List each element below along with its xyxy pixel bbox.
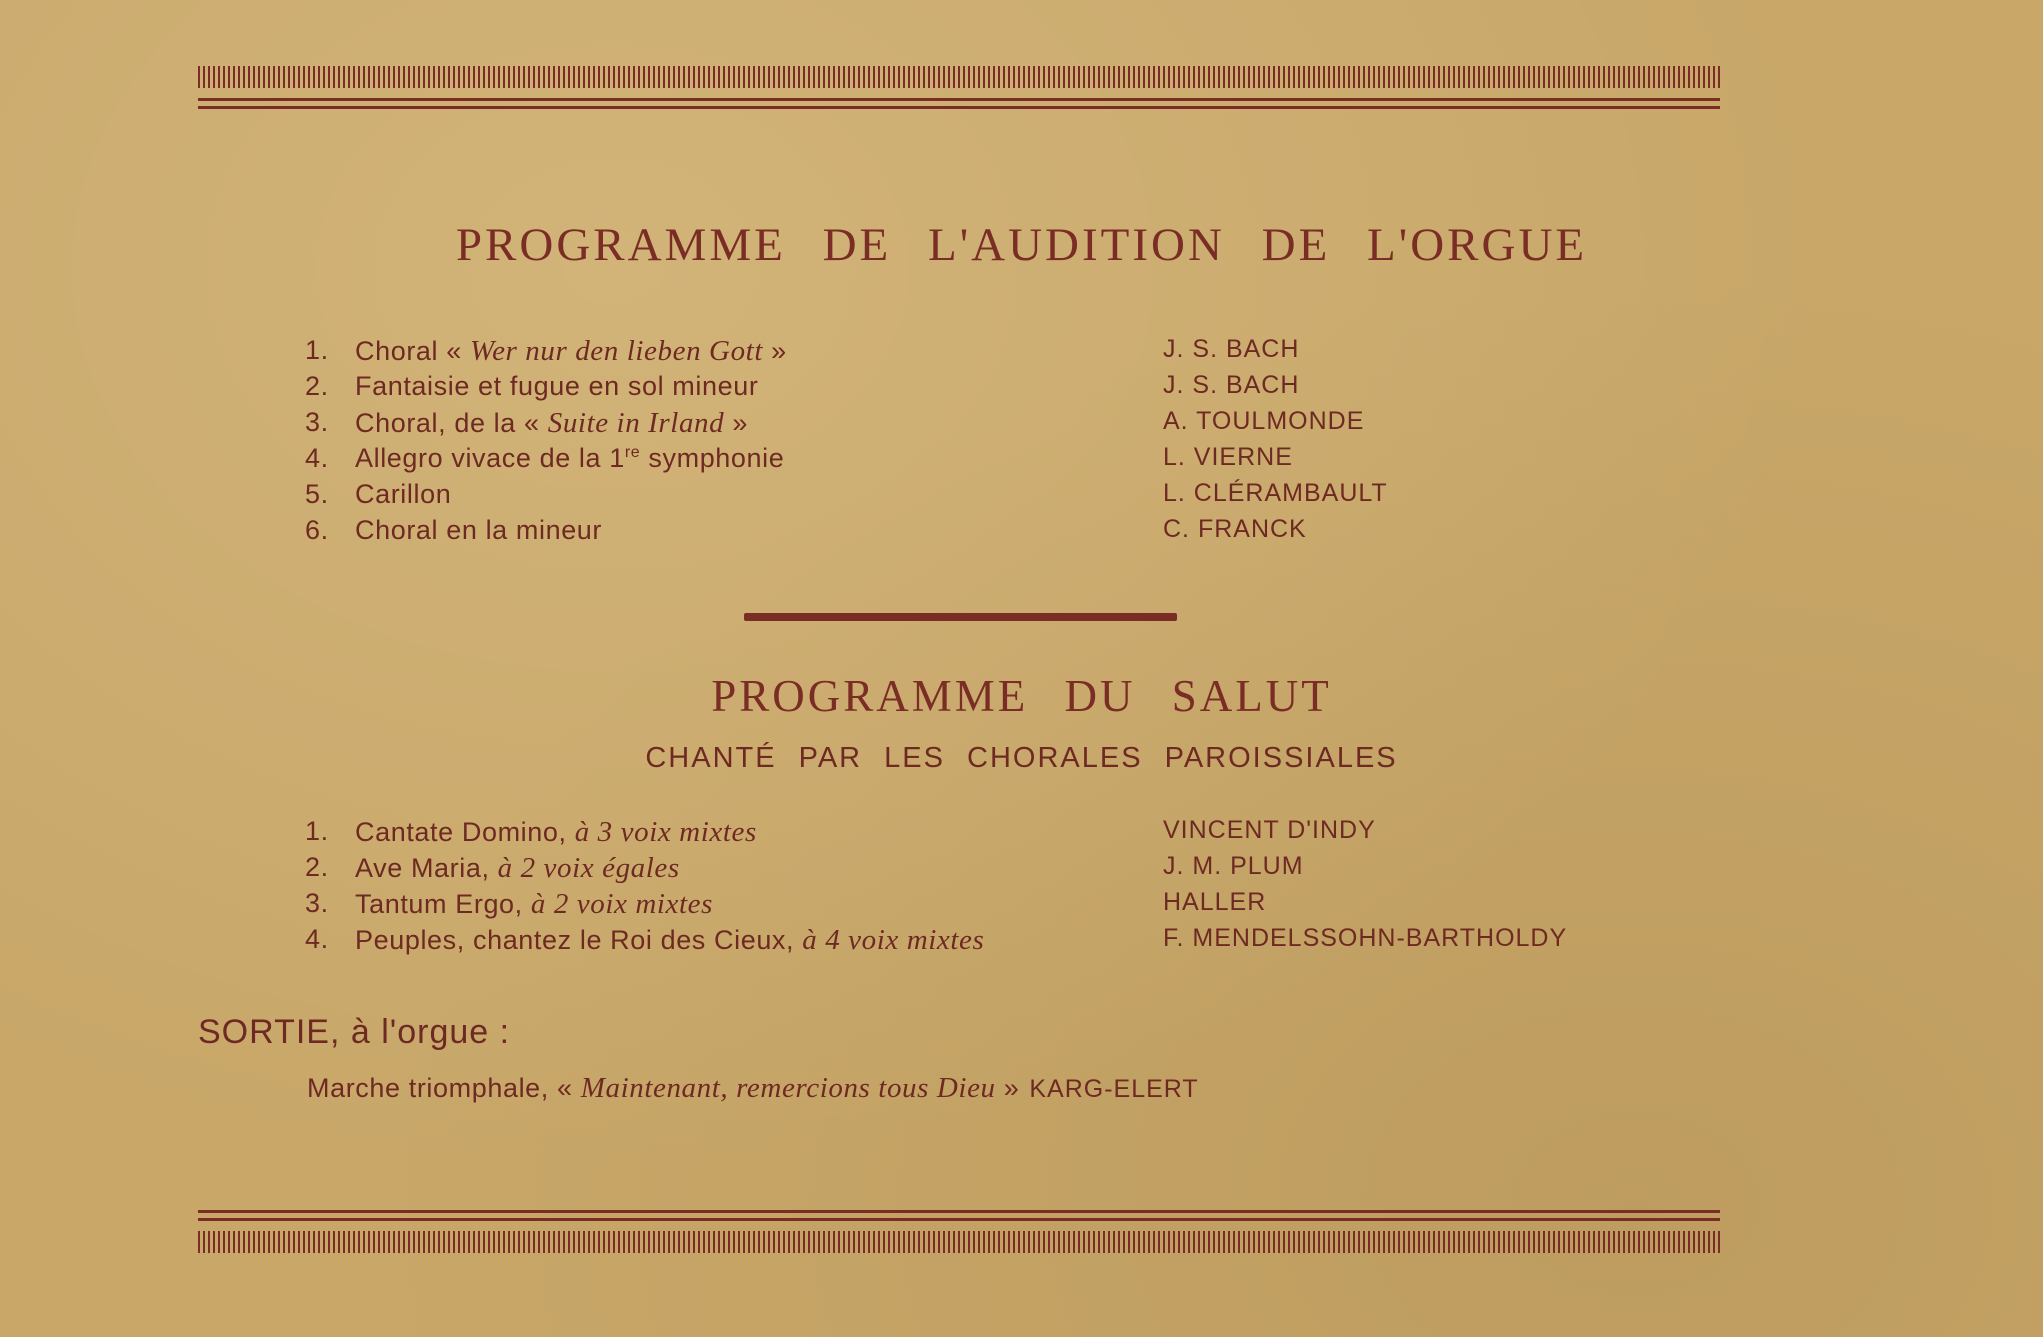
item-work: Choral en la mineur <box>355 515 603 545</box>
item-composer: HALLER <box>1163 888 1267 916</box>
list-item <box>305 443 1705 479</box>
item-composer: J. M. PLUM <box>1163 852 1304 880</box>
bottom-tick-band <box>198 1231 1720 1253</box>
item-work: Cantate Domino, à 3 voix mixtes <box>355 816 757 848</box>
item-work: Carillon <box>355 479 452 509</box>
list-item <box>305 335 1705 371</box>
item-number: 3. <box>305 888 329 918</box>
list-item <box>305 515 1705 551</box>
item-composer: L. CLÉRAMBAULT <box>1163 479 1388 507</box>
item-work: Ave Maria, à 2 voix égales <box>355 852 680 884</box>
salut-list <box>305 816 1705 960</box>
list-item <box>305 479 1705 515</box>
item-work: Tantum Ergo, à 2 voix mixtes <box>355 888 714 920</box>
sortie-composer: KARG-ELERT <box>1029 1075 1199 1103</box>
item-composer: L. VIERNE <box>1163 443 1293 471</box>
audition-list <box>305 335 1705 551</box>
item-work: Allegro vivace de la 1re symphonie <box>355 443 785 473</box>
item-work: Choral « Wer nur den lieben Gott » <box>355 335 787 367</box>
top-rule-2 <box>198 106 1720 109</box>
section-divider <box>744 613 1177 621</box>
bottom-border <box>198 1210 1720 1253</box>
item-composer: VINCENT D'INDY <box>1163 816 1376 844</box>
item-work: Choral, de la « Suite in Irland » <box>355 407 748 439</box>
item-composer: J. S. BACH <box>1163 335 1300 363</box>
item-work: Fantaisie et fugue en sol mineur <box>355 371 759 401</box>
list-item <box>305 407 1705 443</box>
audition-title: PROGRAMME DE L'AUDITION DE L'ORGUE <box>455 219 1588 271</box>
sortie-label: SORTIE, à l'orgue : <box>198 1013 511 1051</box>
list-item <box>305 852 1705 888</box>
item-number: 3. <box>305 407 329 437</box>
top-border <box>198 66 1720 109</box>
list-item <box>305 816 1705 852</box>
top-tick-band <box>198 66 1720 88</box>
item-number: 1. <box>305 335 329 365</box>
salut-subtitle: CHANTÉ PAR LES CHORALES PAROISSIALES <box>645 742 1398 774</box>
list-item <box>305 924 1705 960</box>
list-item <box>305 888 1705 924</box>
item-composer: F. MENDELSSOHN-BARTHOLDY <box>1163 924 1568 952</box>
item-number: 1. <box>305 816 329 846</box>
item-number: 5. <box>305 479 329 509</box>
sortie-work: Marche triomphale, « Maintenant, remercions tous Dieu » KARG-ELERT <box>307 1072 1199 1104</box>
item-number: 6. <box>305 515 329 545</box>
item-composer: J. S. BACH <box>1163 371 1300 399</box>
item-number: 2. <box>305 371 329 401</box>
list-item <box>305 371 1705 407</box>
item-composer: A. TOULMONDE <box>1163 407 1365 435</box>
item-number: 4. <box>305 443 329 473</box>
item-number: 2. <box>305 852 329 882</box>
item-number: 4. <box>305 924 329 954</box>
salut-title: PROGRAMME DU SALUT <box>711 671 1332 721</box>
item-work: Peuples, chantez le Roi des Cieux, à 4 voix mixtes <box>355 924 985 956</box>
item-composer: C. FRANCK <box>1163 515 1307 543</box>
